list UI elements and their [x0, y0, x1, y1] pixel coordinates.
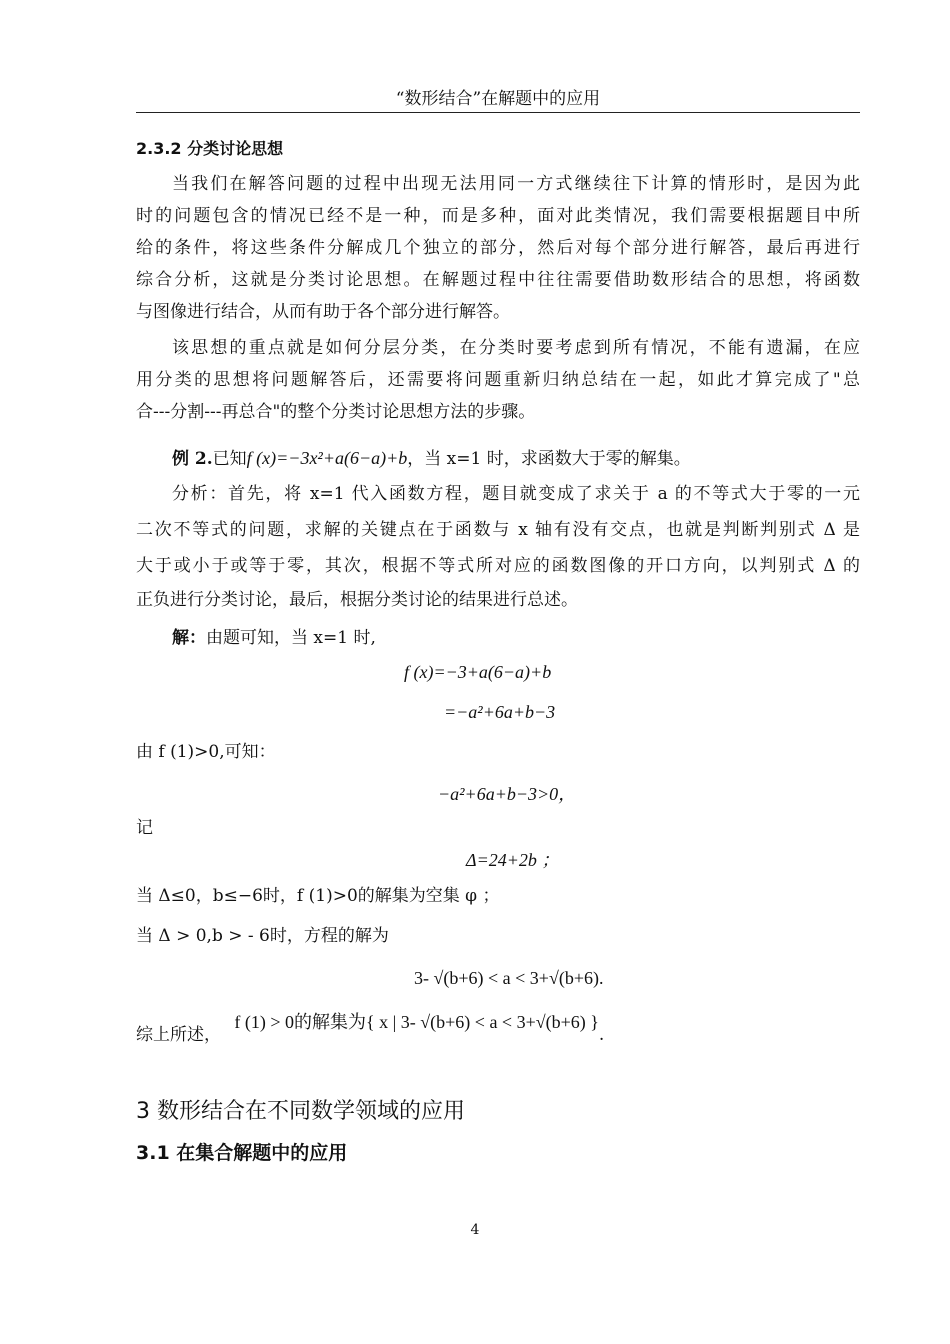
conclusion-prefix: 综上所述，	[136, 1025, 221, 1045]
page-number: 4	[470, 1222, 480, 1238]
paragraph-line: 与图像进行结合，从而有助于各个部分进行解答。	[136, 302, 510, 322]
equation: =−a²+6a+b−3	[444, 702, 556, 722]
example-prefix: 已知	[212, 449, 247, 469]
paragraph-line: 综合分析，这就是分类讨论思想。在解题过程中往往需要借助数形结合的思想，将函数	[136, 270, 860, 290]
analysis-line: 分析：首先，将 x=1 代入函数方程，题目就变成了求关于 a 的不等式大于零的一元	[172, 484, 860, 504]
conclusion	[136, 1012, 860, 1047]
solution-intro-text: 由题可知，当 x=1 时,	[206, 628, 376, 648]
solution-text: 记	[136, 818, 153, 838]
equation: f (x)=−3+a(6−a)+b	[404, 662, 552, 682]
paragraph-line: 用分类的思想将问题解答后，还需要将问题重新归纳总结在一起，如此才算完成了"总	[136, 370, 860, 390]
analysis-line: 大于或小于或等于零，其次，根据不等式所对应的函数图像的开口方向，以判别式 Δ 的	[136, 556, 860, 576]
discriminant: Δ=24+2b ；	[466, 850, 560, 870]
example-statement	[172, 446, 860, 471]
example-suffix: ，当 x=1 时，求函数大于零的解集。	[407, 449, 691, 469]
paragraph-line: 给的条件，将这些条件分解成几个独立的部分，然后对每个部分进行解答，最后再进行	[136, 238, 860, 258]
example-label: 例 2.	[172, 449, 213, 469]
paragraph-line: 该思想的重点就是如何分层分类，在分类时要考虑到所有情况，不能有遗漏，在应	[172, 338, 860, 358]
analysis-line: 二次不等式的问题，求解的关键点在于函数与 x 轴有没有交点，也就是判断判别式 Δ 是	[136, 520, 860, 540]
conclusion-formula: f (1) > 0的解集为{ x | 3- √(b+6) < a < 3+√(b+6) }	[234, 1012, 599, 1032]
chapter-heading: 3 数形结合在不同数学领域的应用	[136, 1099, 465, 1124]
paragraph-line: 当我们在解答问题的过程中出现无法用同一方式继续往下计算的情形时，是因为此	[172, 174, 860, 194]
case-text: 当 Δ≤0，b≤−6时，f (1)>0的解集为空集 φ ；	[136, 886, 500, 906]
roots-formula: 3- √(b+6) < a < 3+√(b+6).	[414, 968, 604, 988]
case-text: 当 Δ > 0,b > - 6时，方程的解为	[136, 926, 389, 946]
solution-intro	[172, 626, 860, 650]
subsection-heading: 3.1 在集合解题中的应用	[136, 1142, 348, 1164]
analysis-line: 正负进行分类讨论，最后，根据分类讨论的结果进行总述。	[136, 590, 578, 610]
paragraph-line: 合---分割---再总合"的整个分类讨论思想方法的步骤。	[136, 402, 536, 422]
example-formula: f (x)=−3x²+a(6−a)+b	[246, 448, 408, 468]
conclusion-period: .	[598, 1025, 605, 1045]
inequality: −a²+6a+b−3>0，	[438, 784, 577, 804]
paragraph-line: 时的问题包含的情况已经不是一种，而是多种，面对此类情况，我们需要根据题目中所	[136, 206, 860, 226]
solution-text: 由 f (1)>0,可知：	[136, 742, 276, 762]
section-heading: 2.3.2 分类讨论思想	[136, 139, 284, 158]
solution-label: 解：	[172, 628, 206, 648]
running-header: “数形结合”在解题中的应用	[136, 88, 860, 113]
